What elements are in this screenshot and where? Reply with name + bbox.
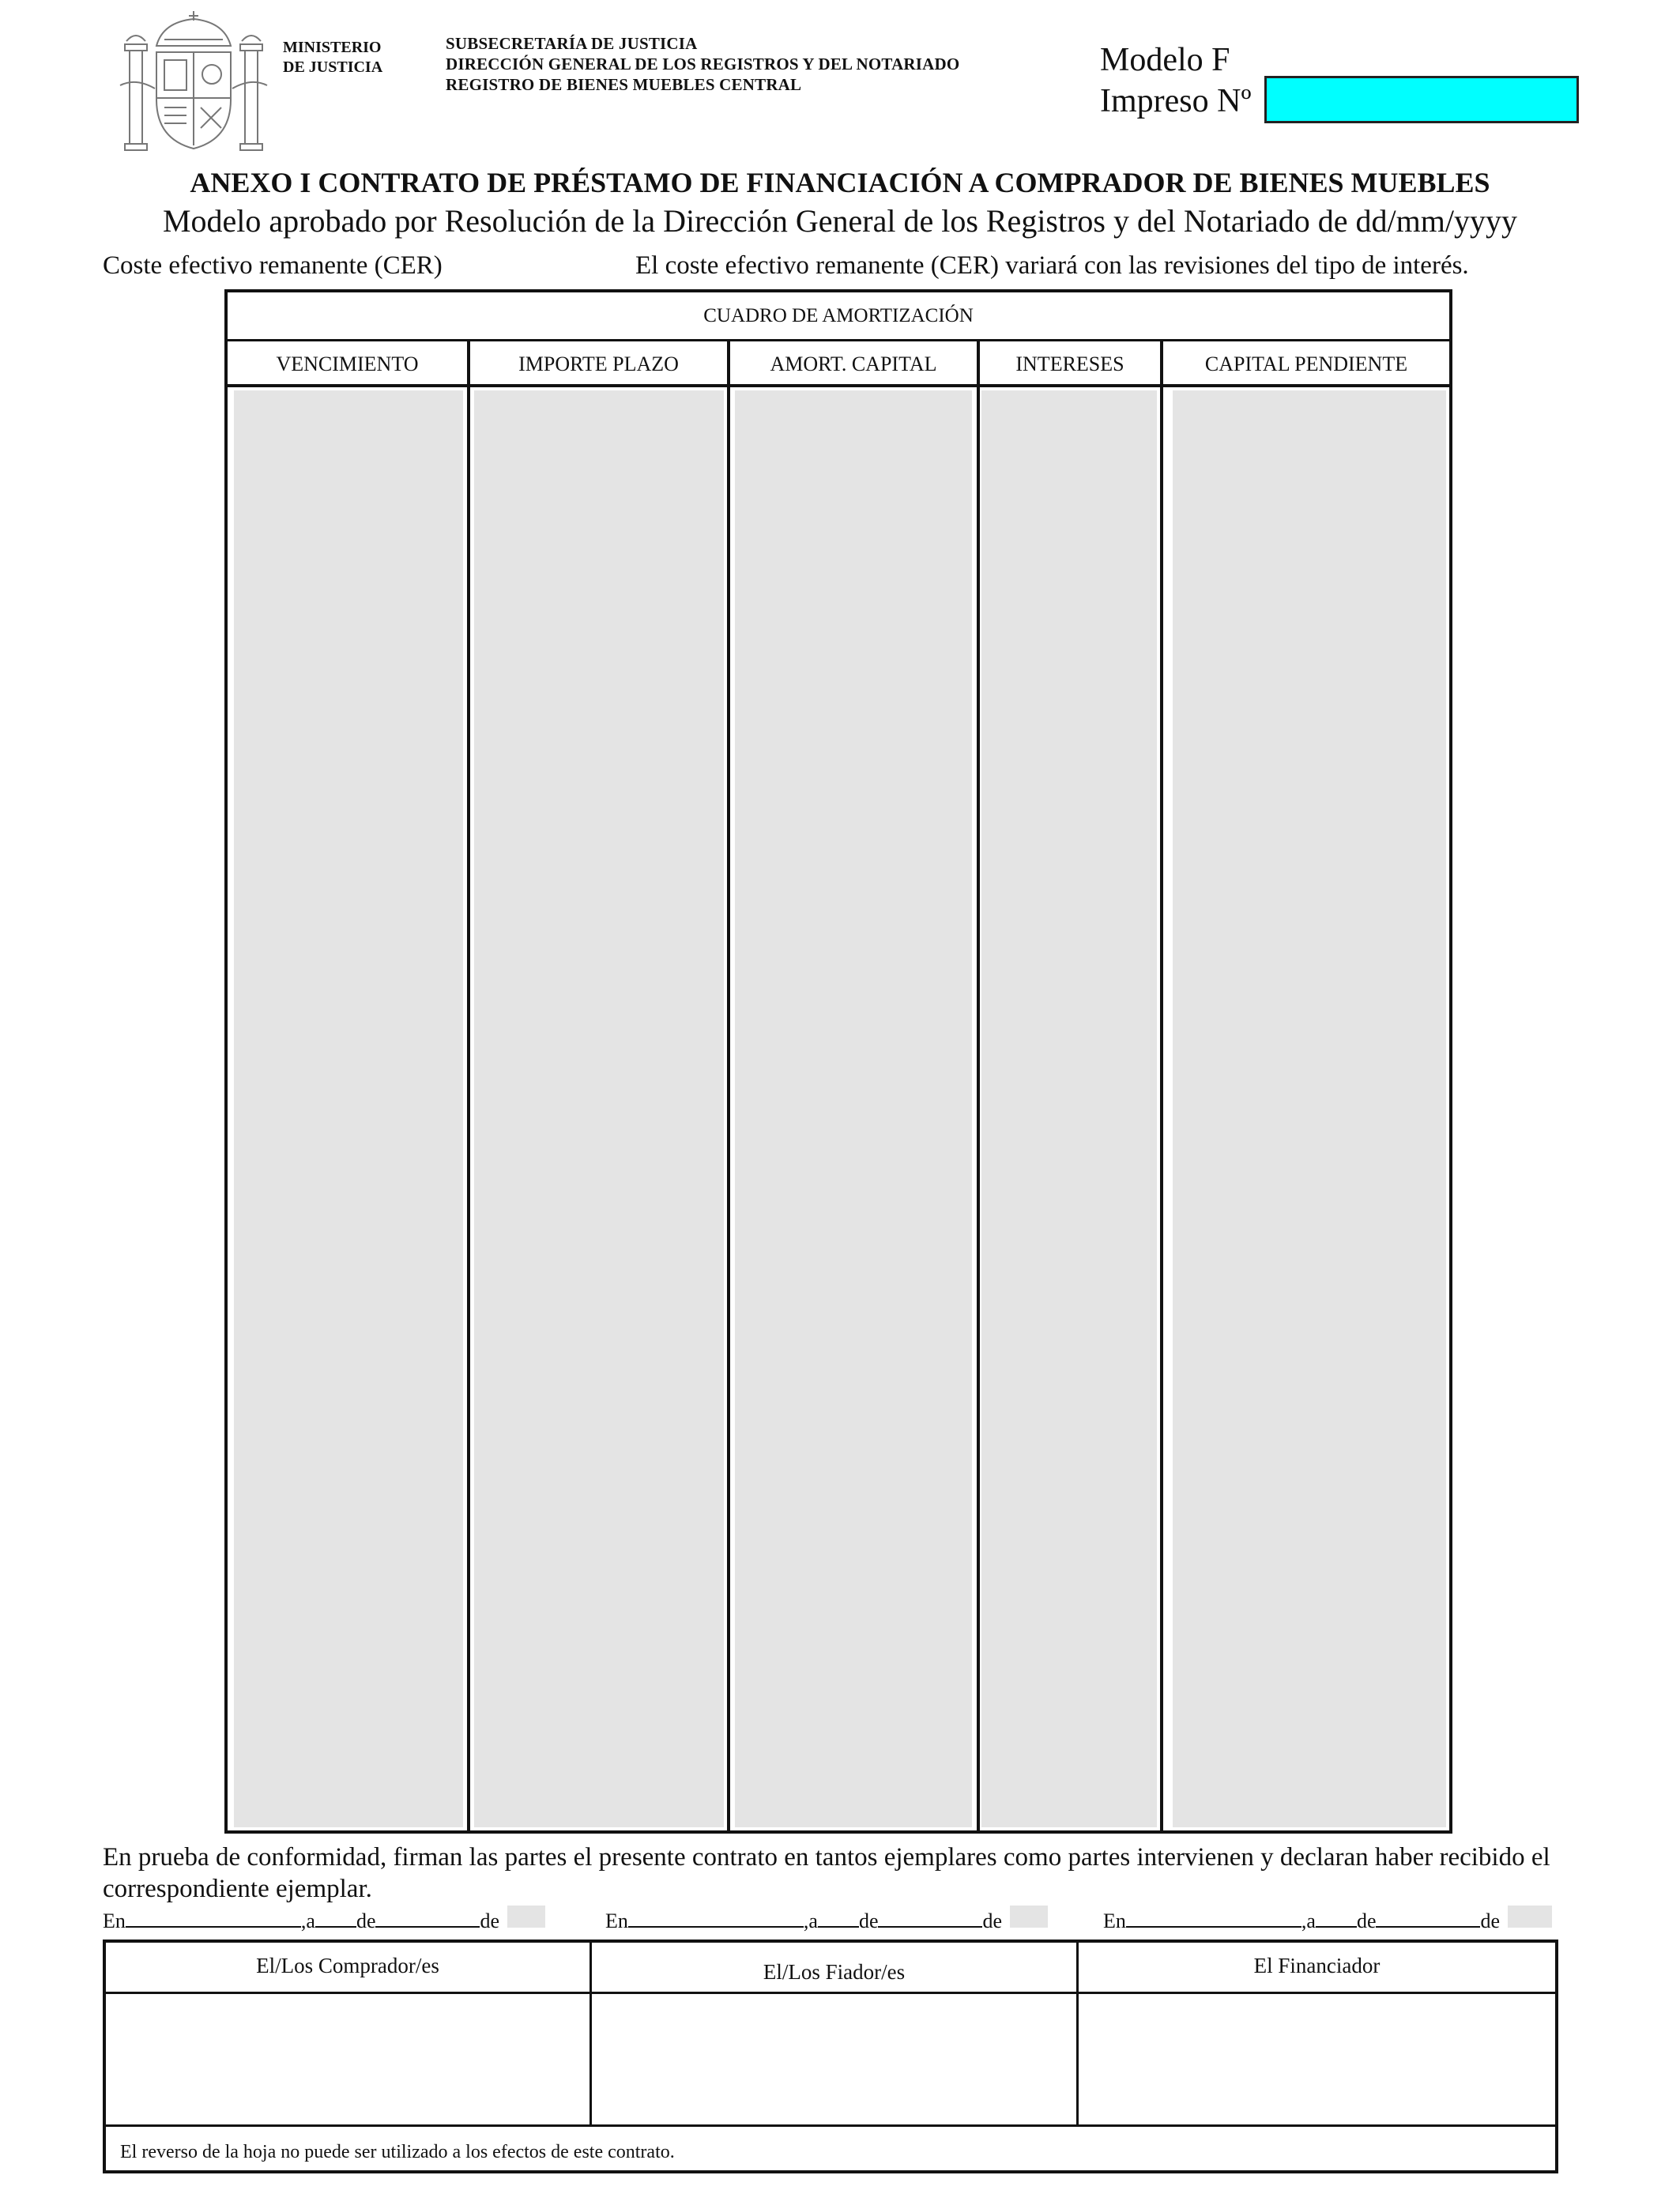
signature-table [103, 1940, 1558, 2173]
ministry-name [283, 38, 382, 77]
month-field[interactable] [878, 1909, 982, 1928]
column-header-importe-plazo: IMPORTE PLAZO [470, 341, 727, 387]
place-date-line-guarantor [605, 1906, 1048, 1933]
signature-footer-divider [106, 2124, 1555, 2127]
financier-signature-label: El Financiador [1253, 1954, 1381, 1977]
column-divider [977, 341, 980, 1830]
place-field[interactable] [1126, 1909, 1301, 1928]
month-field[interactable] [375, 1909, 480, 1928]
reverse-side-notice: El reverso de la hoja no puede ser utilizado a los efectos de este contrato. [120, 2142, 675, 2162]
amort-capital-field[interactable] [735, 390, 972, 1827]
column-header-intereses: INTERESES [980, 341, 1160, 387]
department-line-3: REGISTRO DE BIENES MUEBLES CENTRAL [446, 75, 802, 94]
vencimiento-field[interactable] [234, 390, 463, 1827]
a-label: ,a [803, 1909, 818, 1932]
amortization-table [224, 289, 1452, 1834]
place-field[interactable] [126, 1909, 301, 1928]
impreso-label: Impreso Nº [1100, 83, 1252, 119]
importe-plazo-field[interactable] [474, 390, 724, 1827]
department-line-1: SUBSECRETARÍA DE JUSTICIA [446, 34, 698, 53]
column-header-amort-capital: AMORT. CAPITAL [730, 341, 977, 387]
en-label: En [605, 1909, 628, 1932]
conformity-statement: En prueba de conformidad, firman las partes el presente contrato en tantos ejemplares como partes intervienen y declaran haber recibido el correspondiente ejemplar. [103, 1843, 1550, 1903]
document-title: ANEXO I CONTRATO DE PRÉSTAMO DE FINANCIACIÓN A COMPRADOR DE BIENES MUEBLES [190, 167, 1490, 198]
column-divider [727, 341, 730, 1830]
amortization-table-title: CUADRO DE AMORTIZACIÓN [228, 292, 1449, 341]
cer-label: Coste efectivo remanente (CER) [103, 251, 443, 280]
guarantor-signature-label: El/Los Fiador/es [763, 1960, 906, 1984]
form-model-block [1100, 40, 1251, 122]
a-label: ,a [300, 1909, 315, 1932]
coat-of-arms-logo [119, 9, 269, 152]
year-field[interactable] [1508, 1906, 1552, 1928]
column-divider [1160, 341, 1163, 1830]
place-date-line-financier [1103, 1906, 1552, 1933]
financier-signature-area[interactable] [1082, 1996, 1552, 2121]
a-label: ,a [1301, 1909, 1316, 1932]
de-label: de [1480, 1909, 1501, 1932]
de-label: de [982, 1909, 1003, 1932]
document-subtitle: Modelo aprobado por Resolución de la Dirección General de los Registros y del Notariado de dd/mm/yyyy [162, 203, 1518, 239]
de-label: de [480, 1909, 500, 1932]
buyer-signature-area[interactable] [109, 1996, 586, 2121]
capital-pendiente-field[interactable] [1173, 390, 1446, 1827]
de-label: de [356, 1909, 376, 1932]
buyer-signature-label: El/Los Comprador/es [256, 1954, 439, 1977]
day-field[interactable] [1316, 1909, 1357, 1928]
place-field[interactable] [628, 1909, 804, 1928]
day-field[interactable] [315, 1909, 356, 1928]
column-header-capital-pendiente: CAPITAL PENDIENTE [1163, 341, 1449, 387]
day-field[interactable] [818, 1909, 859, 1928]
signature-header-divider [106, 1992, 1555, 1994]
place-date-line-buyer [103, 1906, 545, 1933]
intereses-field[interactable] [981, 390, 1157, 1827]
de-label: de [858, 1909, 879, 1932]
ministry-line-1: MINISTERIO [283, 39, 382, 56]
year-field[interactable] [507, 1906, 545, 1928]
ministry-line-2: DE JUSTICIA [283, 58, 383, 76]
department-block [446, 33, 959, 95]
column-header-vencimiento: VENCIMIENTO [228, 341, 467, 387]
impreso-number-field[interactable] [1264, 76, 1579, 123]
en-label: En [103, 1909, 126, 1932]
cer-note: El coste efectivo remanente (CER) variará con las revisiones del tipo de interés. [635, 251, 1469, 280]
guarantor-signature-area[interactable] [595, 1996, 1073, 2121]
modelo-label: Modelo F [1100, 42, 1230, 78]
en-label: En [1103, 1909, 1126, 1932]
department-line-2: DIRECCIÓN GENERAL DE LOS REGISTROS Y DEL NOTARIADO [446, 55, 960, 74]
year-field[interactable] [1010, 1906, 1048, 1928]
column-divider [467, 341, 470, 1830]
de-label: de [1356, 1909, 1377, 1932]
month-field[interactable] [1376, 1909, 1480, 1928]
